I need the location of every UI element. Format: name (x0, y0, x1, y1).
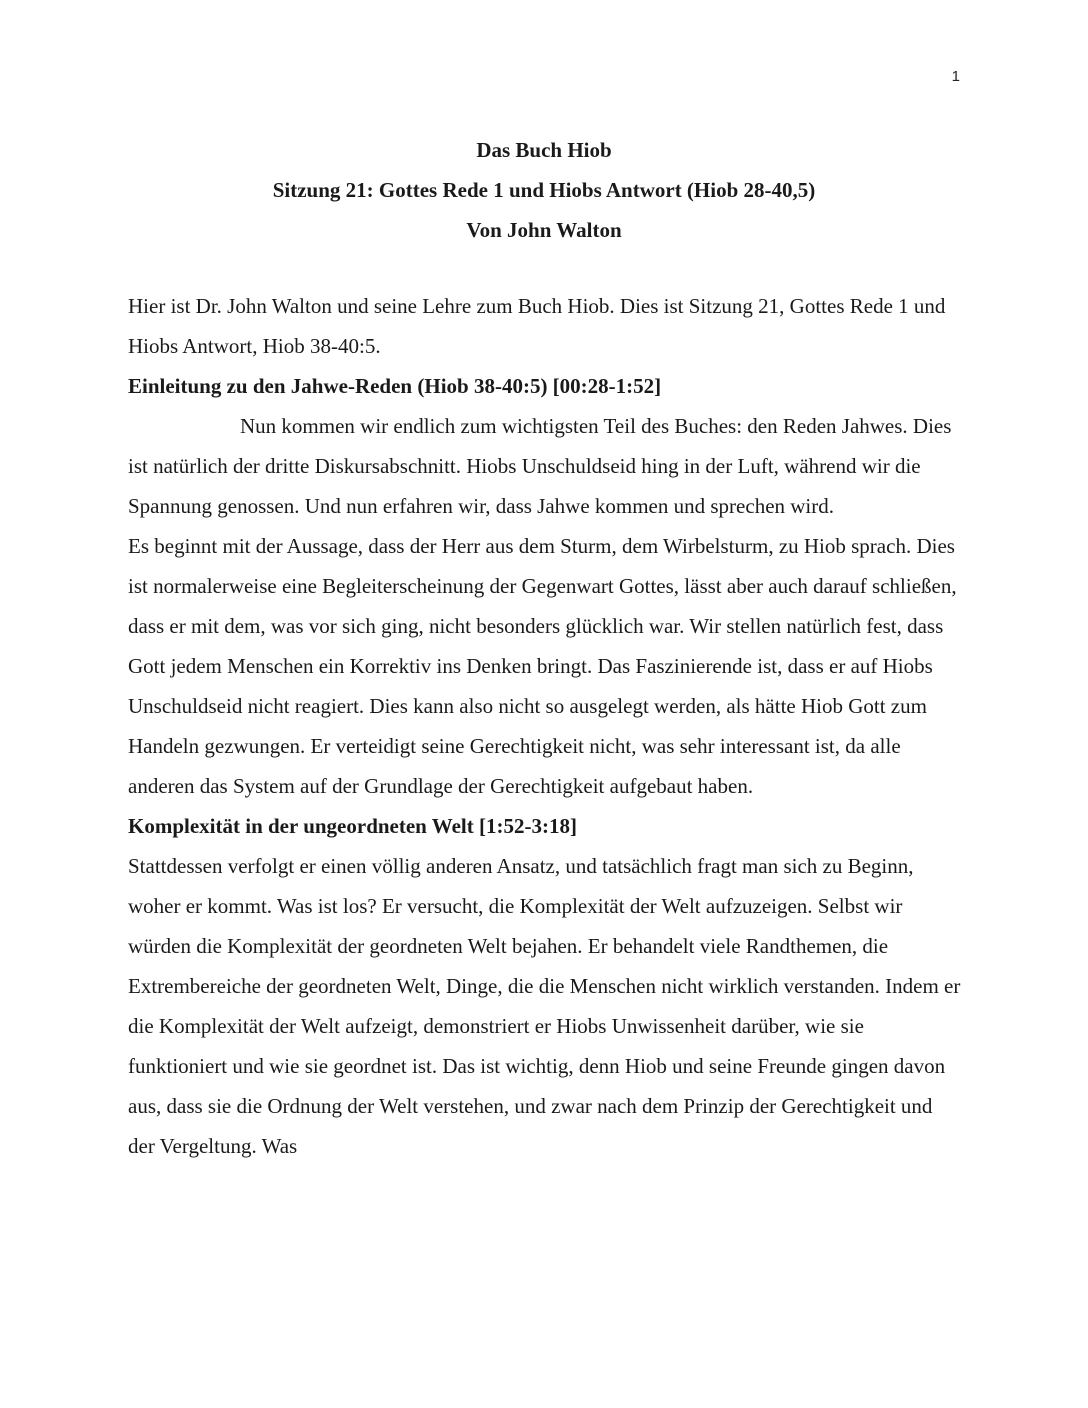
intro-paragraph: Hier ist Dr. John Walton und seine Lehre zum Buch Hiob. Dies ist Sitzung 21, Gottes Rede 1 und Hiobs Antwort, Hiob 38-40:5. (128, 294, 946, 358)
document-subtitle: Sitzung 21: Gottes Rede 1 und Hiobs Antwort (Hiob 28-40,5) (272, 178, 816, 202)
section1-paragraph-2: Es beginnt mit der Aussage, dass der Herr aus dem Sturm, dem Wirbelsturm, zu Hiob sprach. Dies ist normalerweise eine Begleiterscheinung der Gegenwart Gottes, lässt aber auch darauf schließen, dass er mit dem, was vor sich ging, nicht besonders glücklich war. Wir stellen natürlich fest, dass Gott jedem Menschen ein Korrektiv ins Denken bringt. Das Faszinierende ist, dass er auf Hiobs Unschuldseid nicht reagiert. Dies kann also nicht so ausgelegt werden, als hätte Hiob Gott zum Handeln gezwungen. Er verteidigt seine Gerechtigkeit nicht, was sehr interessant ist, da alle anderen das System auf der Grundlage der Gerechtigkeit aufgebaut haben. (128, 534, 957, 798)
document-author: Von John Walton (466, 218, 622, 242)
page-number: 1 (951, 68, 960, 85)
document-header (0, 130, 1088, 250)
document-body (128, 286, 964, 1166)
document-title: Das Buch Hiob (476, 138, 612, 162)
section2-paragraph-1: Stattdessen verfolgt er einen völlig anderen Ansatz, und tatsächlich fragt man sich zu Beginn, woher er kommt. Was ist los? Er versucht, die Komplexität der Welt aufzuzeigen. Selbst wir würden die Komplexität der geordneten Welt bejahen. Er behandelt viele Randthemen, die Extrembereiche der geordneten Welt, Dinge, die die Menschen nicht wirklich verstanden. Indem er die Komplexität der Welt aufzeigt, demonstriert er Hiobs Unwissenheit darüber, wie sie funktioniert und wie sie geordnet ist. Das ist wichtig, denn Hiob und seine Freunde gingen davon aus, dass sie die Ordnung der Welt verstehen, und zwar nach dem Prinzip der Gerechtigkeit und der Vergeltung. Was (128, 854, 961, 1158)
section1-paragraph-1: Nun kommen wir endlich zum wichtigsten Teil des Buches: den Reden Jahwes. Dies ist natürlich der dritte Diskursabschnitt. Hiobs Unschuldseid hing in der Luft, während wir die Spannung genossen. Und nun erfahren wir, dass Jahwe kommen und sprechen wird. (128, 414, 952, 518)
section-heading-complexity: Komplexität in der ungeordneten Welt [1:52-3:18] (128, 814, 577, 838)
section-heading-introduction: Einleitung zu den Jahwe-Reden (Hiob 38-40:5) [00:28-1:52] (128, 374, 662, 398)
